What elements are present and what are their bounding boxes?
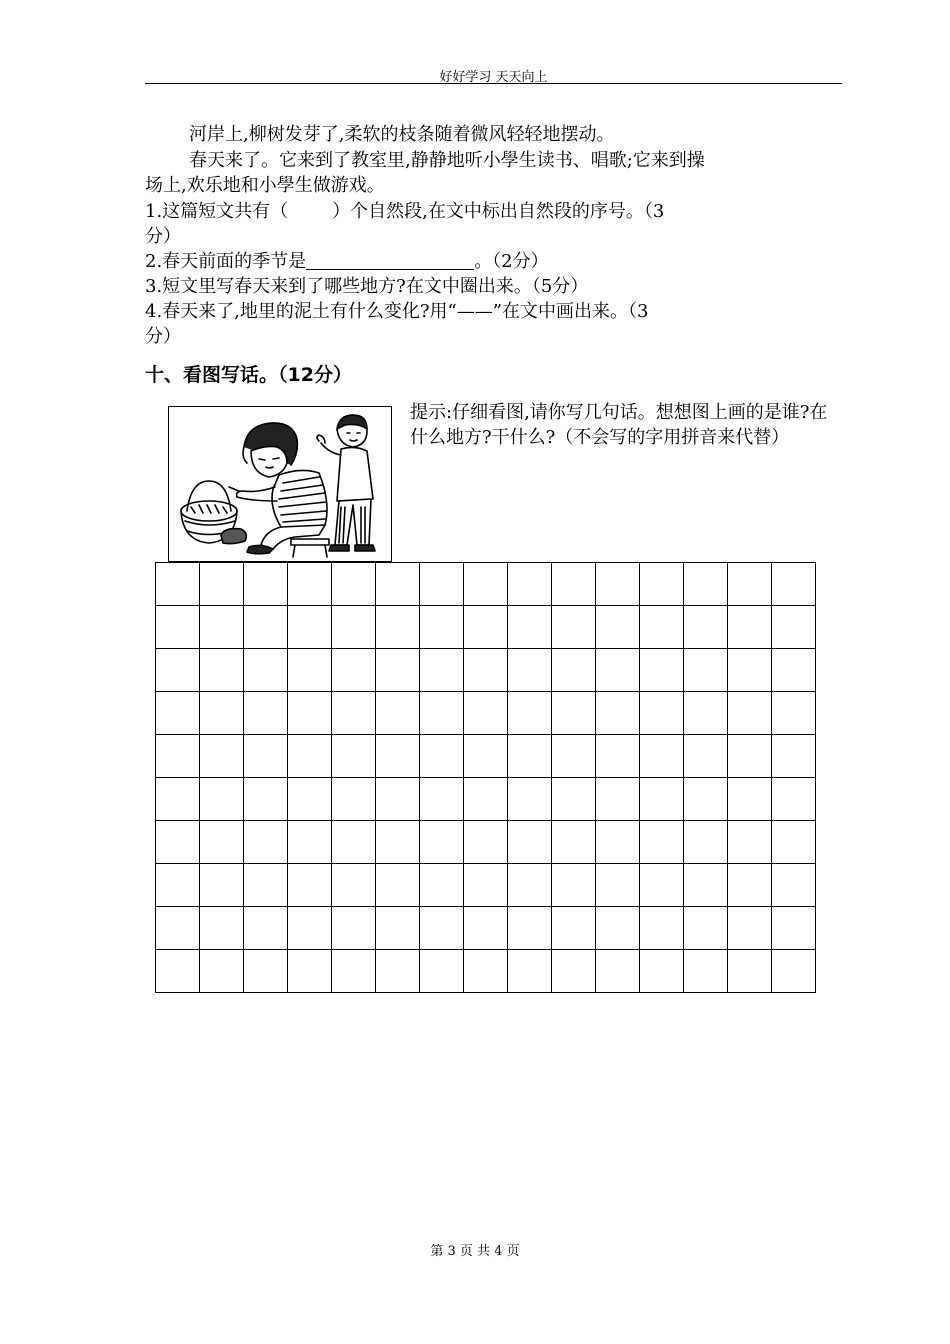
grid-cell[interactable] xyxy=(508,692,552,735)
grid-cell[interactable] xyxy=(420,907,464,950)
grid-cell[interactable] xyxy=(640,778,684,821)
grid-cell[interactable] xyxy=(464,692,508,735)
grid-cell[interactable] xyxy=(508,649,552,692)
grid-cell[interactable] xyxy=(332,778,376,821)
grid-cell[interactable] xyxy=(596,778,640,821)
grid-cell[interactable] xyxy=(376,606,420,649)
grid-cell[interactable] xyxy=(772,606,816,649)
grid-cell[interactable] xyxy=(772,563,816,606)
grid-cell[interactable] xyxy=(420,692,464,735)
question-1 xyxy=(145,199,845,224)
grid-cell[interactable] xyxy=(552,864,596,907)
grid-cell[interactable] xyxy=(508,778,552,821)
grid-cell[interactable] xyxy=(640,649,684,692)
grid-cell[interactable] xyxy=(376,692,420,735)
grid-cell[interactable] xyxy=(332,821,376,864)
grid-cell[interactable] xyxy=(728,606,772,649)
grid-cell[interactable] xyxy=(244,950,288,993)
grid-row xyxy=(156,778,816,821)
writing-grid[interactable] xyxy=(155,562,816,993)
grid-row xyxy=(156,649,816,692)
grid-cell[interactable] xyxy=(200,778,244,821)
grid-cell[interactable] xyxy=(684,864,728,907)
grid-cell[interactable] xyxy=(684,950,728,993)
grid-cell[interactable] xyxy=(376,821,420,864)
grid-cell[interactable] xyxy=(728,950,772,993)
grid-cell[interactable] xyxy=(156,950,200,993)
question-2-blank[interactable] xyxy=(306,251,474,270)
grid-cell[interactable] xyxy=(420,950,464,993)
grid-cell[interactable] xyxy=(508,864,552,907)
grid-cell[interactable] xyxy=(640,692,684,735)
grid-cell[interactable] xyxy=(640,907,684,950)
grid-cell[interactable] xyxy=(684,821,728,864)
grid-cell[interactable] xyxy=(156,649,200,692)
grid-cell[interactable] xyxy=(640,606,684,649)
grid-cell[interactable] xyxy=(200,649,244,692)
grid-cell[interactable] xyxy=(596,735,640,778)
grid-cell[interactable] xyxy=(376,950,420,993)
grid-cell[interactable] xyxy=(156,606,200,649)
grid-cell[interactable] xyxy=(288,821,332,864)
grid-cell[interactable] xyxy=(332,563,376,606)
grid-cell[interactable] xyxy=(288,735,332,778)
grid-cell[interactable] xyxy=(200,907,244,950)
grid-cell[interactable] xyxy=(772,821,816,864)
grid-row xyxy=(156,950,816,993)
grid-cell[interactable] xyxy=(156,907,200,950)
grid-cell[interactable] xyxy=(684,563,728,606)
grid-cell[interactable] xyxy=(464,907,508,950)
grid-cell[interactable] xyxy=(464,821,508,864)
grid-cell[interactable] xyxy=(376,649,420,692)
grid-cell[interactable] xyxy=(244,649,288,692)
grid-cell[interactable] xyxy=(552,692,596,735)
grid-cell[interactable] xyxy=(288,606,332,649)
grid-cell[interactable] xyxy=(728,735,772,778)
grid-cell[interactable] xyxy=(684,907,728,950)
grid-cell[interactable] xyxy=(200,950,244,993)
grid-cell[interactable] xyxy=(508,563,552,606)
grid-cell[interactable] xyxy=(156,563,200,606)
grid-cell[interactable] xyxy=(376,735,420,778)
grid-cell[interactable] xyxy=(244,735,288,778)
grid-cell[interactable] xyxy=(288,563,332,606)
grid-cell[interactable] xyxy=(464,864,508,907)
page-header: 好好学习 天天向上 xyxy=(439,70,548,85)
illustration-child-helping-grandmother xyxy=(168,406,392,562)
grid-cell[interactable] xyxy=(288,778,332,821)
grid-cell[interactable] xyxy=(508,821,552,864)
grid-cell[interactable] xyxy=(244,821,288,864)
grid-cell[interactable] xyxy=(156,778,200,821)
grid-cell[interactable] xyxy=(420,821,464,864)
grid-cell[interactable] xyxy=(244,778,288,821)
grid-cell[interactable] xyxy=(772,907,816,950)
grid-cell[interactable] xyxy=(684,692,728,735)
grid-cell[interactable] xyxy=(640,864,684,907)
grid-cell[interactable] xyxy=(420,606,464,649)
grid-cell[interactable] xyxy=(552,778,596,821)
passage-line-2: 春天来了。它来到了教室里,静静地听小學生读书、唱歌;它来到操 xyxy=(189,150,705,171)
grid-cell[interactable] xyxy=(772,735,816,778)
grid-cell[interactable] xyxy=(332,735,376,778)
grid-cell[interactable] xyxy=(288,692,332,735)
question-2-part-a: 2.春天前面的季节是 xyxy=(145,251,307,272)
grid-cell[interactable] xyxy=(552,907,596,950)
grid-cell[interactable] xyxy=(772,692,816,735)
grid-cell[interactable] xyxy=(420,778,464,821)
grid-cell[interactable] xyxy=(684,735,728,778)
grid-cell[interactable] xyxy=(552,950,596,993)
question-2 xyxy=(145,249,845,274)
passage-line-3: 场上,欢乐地和小學生做游戏。 xyxy=(145,175,385,196)
grid-cell[interactable] xyxy=(332,864,376,907)
grid-cell[interactable] xyxy=(640,821,684,864)
illustration-drawing xyxy=(169,407,390,560)
grid-cell[interactable] xyxy=(332,950,376,993)
grid-cell[interactable] xyxy=(376,907,420,950)
grid-cell[interactable] xyxy=(772,778,816,821)
grid-cell[interactable] xyxy=(596,864,640,907)
grid-cell[interactable] xyxy=(464,735,508,778)
grid-cell[interactable] xyxy=(332,649,376,692)
grid-cell[interactable] xyxy=(728,649,772,692)
grid-cell[interactable] xyxy=(288,950,332,993)
grid-cell[interactable] xyxy=(596,563,640,606)
grid-cell[interactable] xyxy=(288,864,332,907)
grid-cell[interactable] xyxy=(156,735,200,778)
grid-cell[interactable] xyxy=(508,907,552,950)
grid-cell[interactable] xyxy=(200,692,244,735)
question-3: 3.短文里写春天来到了哪些地方?在文中圈出来。（5分） xyxy=(145,276,589,297)
grid-cell[interactable] xyxy=(728,821,772,864)
question-1-part-b: ）个自然段,在文中标出自然段的序号。（3 xyxy=(332,201,665,222)
page-footer: 第 3 页 共 4 页 xyxy=(430,1244,520,1259)
grid-cell[interactable] xyxy=(728,563,772,606)
grid-cell[interactable] xyxy=(640,950,684,993)
grid-cell[interactable] xyxy=(200,563,244,606)
grid-cell[interactable] xyxy=(596,950,640,993)
grid-cell[interactable] xyxy=(420,735,464,778)
grid-row xyxy=(156,606,816,649)
grid-cell[interactable] xyxy=(728,907,772,950)
grid-cell[interactable] xyxy=(244,692,288,735)
grid-cell[interactable] xyxy=(508,950,552,993)
grid-cell[interactable] xyxy=(728,778,772,821)
grid-cell[interactable] xyxy=(596,606,640,649)
grid-cell[interactable] xyxy=(684,649,728,692)
grid-cell[interactable] xyxy=(420,563,464,606)
grid-cell[interactable] xyxy=(288,649,332,692)
grid-cell[interactable] xyxy=(552,735,596,778)
grid-cell[interactable] xyxy=(772,950,816,993)
grid-cell[interactable] xyxy=(200,735,244,778)
grid-cell[interactable] xyxy=(332,907,376,950)
grid-cell[interactable] xyxy=(156,821,200,864)
grid-cell[interactable] xyxy=(464,649,508,692)
grid-cell[interactable] xyxy=(640,563,684,606)
grid-row xyxy=(156,563,816,606)
grid-cell[interactable] xyxy=(728,864,772,907)
grid-cell[interactable] xyxy=(640,735,684,778)
grid-cell[interactable] xyxy=(684,606,728,649)
grid-cell[interactable] xyxy=(552,563,596,606)
grid-cell[interactable] xyxy=(728,692,772,735)
grid-cell[interactable] xyxy=(244,606,288,649)
grid-cell[interactable] xyxy=(376,864,420,907)
grid-cell[interactable] xyxy=(332,606,376,649)
grid-cell[interactable] xyxy=(552,606,596,649)
question-4-continued: 分） xyxy=(145,326,181,347)
grid-cell[interactable] xyxy=(684,778,728,821)
grid-cell[interactable] xyxy=(596,649,640,692)
grid-cell[interactable] xyxy=(464,606,508,649)
grid-cell[interactable] xyxy=(244,864,288,907)
grid-cell[interactable] xyxy=(508,606,552,649)
grid-cell[interactable] xyxy=(420,864,464,907)
grid-cell[interactable] xyxy=(596,907,640,950)
question-1-continued: 分） xyxy=(145,226,181,247)
grid-cell[interactable] xyxy=(156,692,200,735)
grid-cell[interactable] xyxy=(288,907,332,950)
grid-cell[interactable] xyxy=(552,649,596,692)
grid-cell[interactable] xyxy=(376,563,420,606)
grid-cell[interactable] xyxy=(772,864,816,907)
grid-cell[interactable] xyxy=(464,950,508,993)
grid-row xyxy=(156,821,816,864)
grid-cell[interactable] xyxy=(464,563,508,606)
grid-cell[interactable] xyxy=(376,778,420,821)
grid-cell[interactable] xyxy=(772,649,816,692)
grid-cell[interactable] xyxy=(508,735,552,778)
grid-cell[interactable] xyxy=(156,864,200,907)
grid-cell[interactable] xyxy=(420,649,464,692)
grid-cell[interactable] xyxy=(596,821,640,864)
grid-cell[interactable] xyxy=(332,692,376,735)
question-1-part-a: 1.这篇短文共有（ xyxy=(145,201,289,222)
section-title: 十、看图写话。（12分） xyxy=(145,364,352,386)
grid-cell[interactable] xyxy=(464,778,508,821)
grid-cell[interactable] xyxy=(200,864,244,907)
grid-row xyxy=(156,907,816,950)
grid-cell[interactable] xyxy=(244,563,288,606)
grid-row xyxy=(156,735,816,778)
grid-row xyxy=(156,692,816,735)
question-2-part-b: 。（2分） xyxy=(474,251,549,272)
grid-row xyxy=(156,864,816,907)
header-divider xyxy=(145,83,842,84)
grid-cell[interactable] xyxy=(596,692,640,735)
grid-cell[interactable] xyxy=(552,821,596,864)
grid-cell[interactable] xyxy=(200,606,244,649)
grid-cell[interactable] xyxy=(244,907,288,950)
writing-hint: 提示:仔细看图,请你写几句话。想想图上画的是谁?在什么地方?干什么?（不会写的字用拼音来代替） xyxy=(410,402,828,448)
grid-cell[interactable] xyxy=(200,821,244,864)
question-4: 4.春天来了,地里的泥土有什么变化?用“——”在文中画出来。（3 xyxy=(145,301,649,322)
passage-line-1: 河岸上,柳树发芽了,柔软的枝条随着微风轻轻地摆动。 xyxy=(189,124,615,145)
